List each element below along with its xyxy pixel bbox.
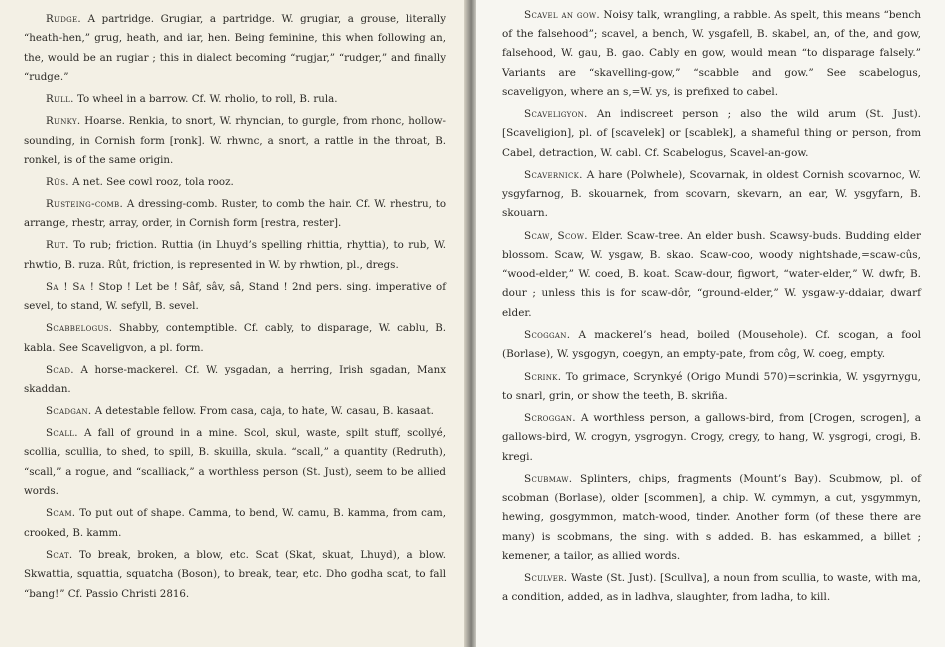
headword: Scaveligyon.: [524, 108, 588, 121]
entry-rut: [24, 236, 446, 275]
definition: A hare (Polwhele), Scovarnak, in oldest Cornish scovarnoc, W. ysgyfarnog, B. skouarnek, from scovarn, skevarn, an ear, W. ysgyfarn, B. skouarn.: [502, 169, 921, 220]
left-page: [0, 0, 464, 647]
definition: A detestable fellow. From casa, caja, to hate, W. casau, B. kasaat.: [94, 405, 434, 418]
definition: To break, broken, a blow, etc. Scat (Skat, skuat, Lhuyd), a blow. Skwattia, squattia, squatcha (Boson), to break, tear, etc. Dho godha scat, to fall “bang!” Cf. Passio Christi 2816.: [24, 548, 446, 600]
entry-rus: [24, 173, 446, 192]
headword: Scroggan.: [524, 412, 576, 425]
headword: Scavel an gow.: [524, 9, 600, 21]
definition: An indiscreet person ; also the wild arum (St. Just). [Scaveligion], pl. of [scavelek] or [scablek], a shameful thing or person, from Cabel, detraction, W. cabl. Cf. Scabelogus, Scavel-an-gow.: [502, 108, 921, 159]
definition: Splinters, chips, fragments (Mount’s Bay). Scubmow, pl. of scobman (Borlase), older [scommen], a chip. W. cymmyn, a cut, ysgymmyn, hewing, gosgymmon, match-wood, tinder. Another form (of these there are many) is scobmans, the sing. with s added. B. has eskammed, a billet ; kemener, a tailor, as allied words.: [502, 472, 921, 562]
headword: Runky.: [46, 115, 81, 128]
entry-runky: [24, 112, 446, 170]
definition: Shabby, contemptible. Cf. cably, to disparage, W. cablu, B. kabla. See Scaveligvon, a pl. form.: [24, 322, 446, 354]
definition: A net. See cowl rooz, tola rooz.: [72, 176, 234, 189]
entry-scubmaw: [502, 470, 921, 566]
headword: Rûs.: [46, 176, 69, 189]
entry-scaw-scow: [502, 227, 921, 323]
headword: Rudge.: [46, 13, 81, 25]
definition: A mackerel’s head, boiled (Mousehole). Cf. scogan, a fool (Borlase), W. ysgogyn, coegyn, an empty-pate, from côg, W. coeg, empty.: [502, 329, 921, 361]
definition: A partridge. Grugiar, a partridge. W. grugiar, a grouse, literally “heath-hen,” grug, heath, and iar, hen. Being feminine, this when following an, the, would be an rugiar ; this in dialect becoming “rugjar,” “rudger,” and finally “rudge.”: [24, 13, 447, 84]
entry-scroggan: [502, 409, 921, 467]
headword: Scad.: [46, 363, 74, 376]
entry-scabbelogus: [24, 319, 446, 358]
definition: To put out of shape. Camma, to bend, W. camu, B. kamma, from cam, crooked, B. kamm.: [24, 507, 446, 539]
entry-rull: [24, 90, 446, 109]
definition: To wheel in a barrow. Cf. W. rholio, to roll, B. rula.: [76, 93, 338, 106]
right-page: [476, 0, 945, 647]
definition: Noisy talk, wrangling, a rabble. As spelt, this means “bench of the falsehood”; scavel, a bench, W. ysgafell, B. skabel, an, of the, and gow, falsehood, W. gau, B. gao. Cably en gow, would mean “to disparage falsely.” Variants are “skavelling-gow,” “scabble and gow.” See scabelogus, scaveligyon, where an s,=W. ys, is prefixed to cabel.: [502, 9, 921, 98]
definition: A worthless person, a gallows-bird, from [Crogen, scrogen], a gallows-bird, W. crogyn, ysgrogyn. Crogy, cregy, to hang, W. ysgrogi, crogi, B. kregi.: [502, 412, 921, 463]
definition: To rub; friction. Ruttia (in Lhuyd’s spelling rhittia, rhyttia), to rub, W. rhwtio, B. ruza. Rût, friction, is represented in W. by rhwtion, pl., dregs.: [24, 239, 446, 271]
headword: Sa ! Sa !: [46, 280, 95, 293]
entry-scad: [24, 361, 446, 400]
definition: A horse-mackerel. Cf. W. ysgadan, a herring, Irish sgadan, Manx skaddan.: [24, 363, 446, 396]
definition: A dressing-comb. Ruster, to comb the hair. Cf. W. rhestru, to arrange, rhestr, array, order, in Cornish form [restra, rester].: [24, 198, 446, 230]
headword: Scoggan.: [524, 329, 571, 341]
entry-sculver: [502, 569, 921, 607]
entry-rusteing-comb: [24, 195, 446, 234]
entry-scavel-an-gow: [502, 6, 921, 102]
definition: Waste (St. Just). [Scullva], a noun from scullia, to waste, with ma, a condition, added, as in ladhva, slaughter, from ladha, to kill.: [502, 572, 921, 604]
headword: Rut.: [46, 239, 69, 252]
entry-scrink: [502, 368, 921, 406]
headword: Rull.: [46, 93, 74, 106]
headword: Sculver.: [524, 572, 568, 585]
entry-sa: [24, 278, 446, 317]
headword: Scam.: [46, 507, 76, 520]
entry-scam: [24, 504, 446, 543]
headword: Scadgan.: [46, 405, 92, 418]
headword: Scabbelogus.: [46, 322, 113, 335]
headword: Scat.: [46, 548, 73, 561]
entry-scadgan: [24, 402, 446, 421]
entry-scall: [24, 424, 446, 502]
headword: Scaw, Scow.: [524, 229, 588, 242]
headword: Scubmaw.: [524, 472, 573, 485]
definition: Elder. Scaw-tree. An elder bush. Scawsy-buds. Budding elder blossom. Scaw, W. ysgaw, B. skao. Scaw-coo, woody nightshade,=scaw-cûs, “wood-elder,” W. coed, B. koat. Scaw-dour, figwort, “water-elder,” W. dwfr, B. dour ; unless this is for scaw-dôr, “ground-elder,” W. ysgaw-y-ddaiar, dwarf elder.: [502, 229, 921, 319]
headword: Scrink.: [524, 370, 562, 383]
headword: Scavernick.: [524, 169, 583, 181]
definition: Stop ! Let be ! Sâf, sâv, sâ, Stand ! 2nd pers. sing. imperative of sevel, to stand, W. sefyll, B. sevel.: [24, 280, 446, 313]
book-gutter: [464, 0, 476, 647]
headword: Rusteing-comb.: [46, 198, 124, 211]
definition: To grimace, Scrynkyé (Origo Mundi 570)=scrinkia, W. ysgyrnygu, to snarl, grin, or show the teeth, B. skriña.: [502, 370, 921, 402]
headword: Scall.: [46, 427, 78, 440]
entry-scat: [24, 546, 446, 604]
entry-scavernick: [502, 166, 921, 224]
entry-scoggan: [502, 326, 921, 364]
entry-rudge: [24, 10, 446, 88]
definition: Hoarse. Renkia, to snort, W. rhyncian, to gurgle, from rhonc, hollow-sounding, in Cornish form [ronk]. W. rhwnc, a snort, a rattle in the throat, B. ronkel, is of the same origin.: [24, 115, 446, 167]
definition: A fall of ground in a mine. Scol, skul, waste, spilt stuff, scollyé, scollia, scullia, to shed, to spill, B. skuilla, skula. “scall,” a quantity (Redruth), “scall,” a rogue, and “scalliack,” a worthless person (St. Just), seem to be allied words.: [24, 427, 446, 498]
entry-scaveligyon: [502, 105, 921, 163]
